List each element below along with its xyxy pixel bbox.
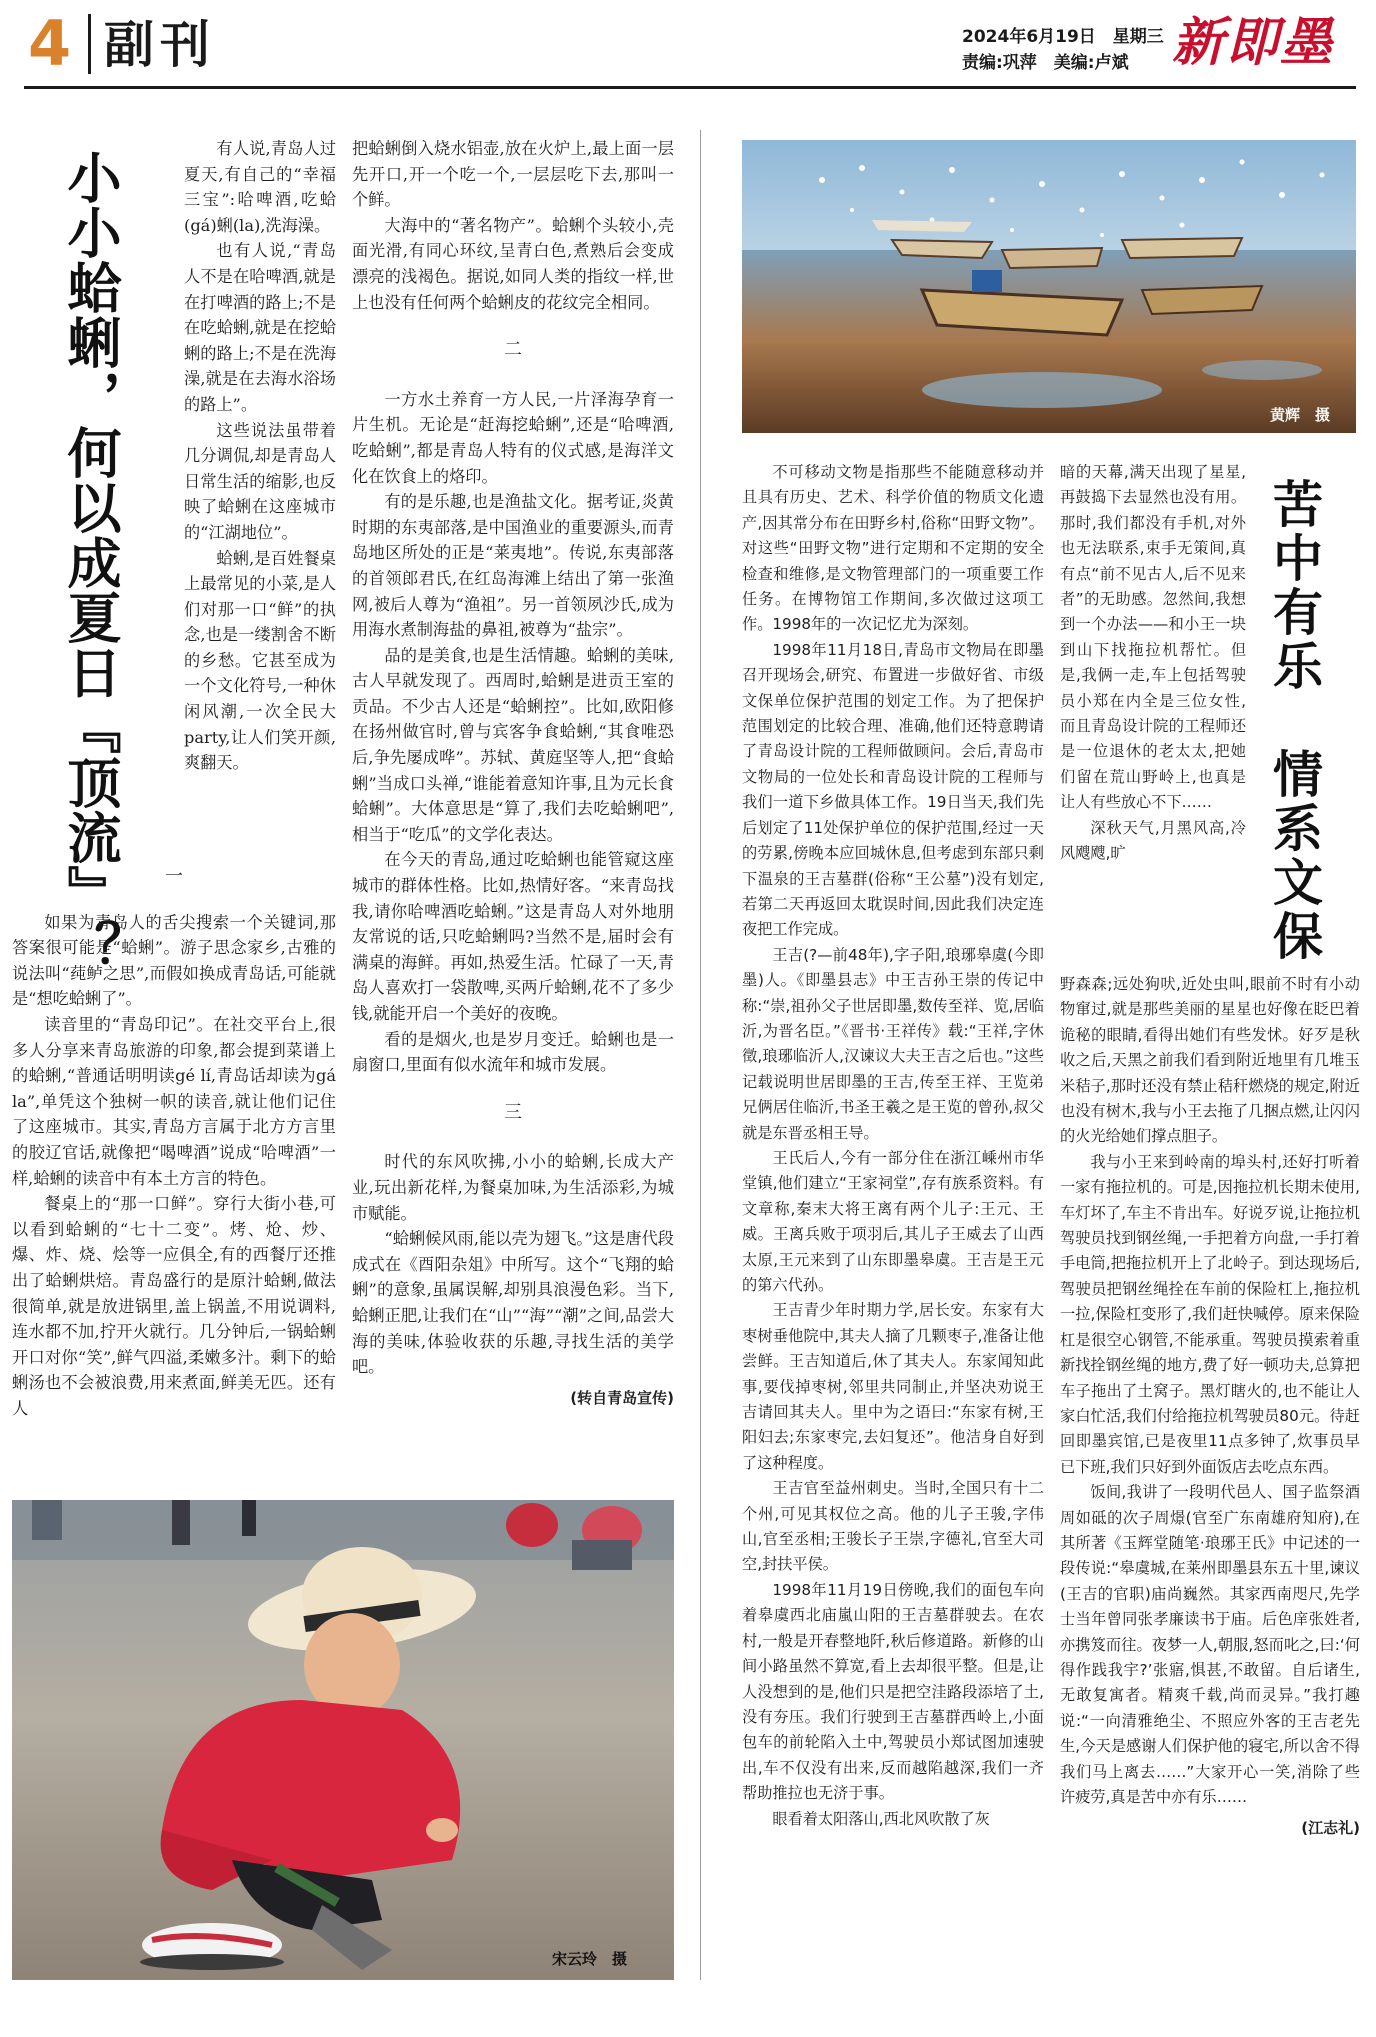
paragraph: 我与小王来到岭南的埠头村,还好打听着一家有拖拉机的。可是,因拖拉机长期未使用,车灯坏了,车主不肯出车。好说歹说,让拖拉机驾驶员找到钢丝绳,一手把着方向盘,一手打着手电筒,把拖拉机开上了北岭子。到达现场后,驾驶员把钢丝绳拴在车前的保险杠上,拖拉机一拉,保险杠变形了,我们赶快喊停。原来保险杠是很空心钢管,不能承重。驾驶员摸索着重新找拴钢丝绳的地方,费了好一顿功夫,总算把车子拖出了土窝子。黑灯瞎火的,也不能让人家白忙活,我们付给拖拉机驾驶员80元。待赶回即墨宾馆,已是夜里11点多钟了,炊事员早已下班,我们只好到外面饭店去吃点东西。 — [1060, 1152, 1360, 1476]
paragraph: 有的是乐趣,也是渔盐文化。据考证,炎黄时期的东夷部落,是中国渔业的重要源头,而青岛地区所处的正是“莱夷地”。传说,东夷部落的首领郎君氏,在红岛海滩上结出了第一张渔网,被后人尊为“渔祖”。另一首领夙沙氏,成为用海水煮制海盐的鼻祖,被尊为“盐宗”。 — [352, 492, 674, 640]
paragraph: 王吉(?—前48年),字子阳,琅琊皋虞(今即墨)人。《即墨县志》中王吉孙王崇的传记中称:“崇,祖孙父子世居即墨,数传至祥、览,居临沂,为晋名臣。”《晋书·王祥传》载:“王祥,字休徵,琅琊临沂人,汉谏议大夫王吉之后也。”这些记载说明世居即墨的王吉,传至王祥、王览弟兄俩居住临沂,书圣王羲之是王览的曾孙,叔父就是东晋丞相王导。 — [742, 945, 1044, 1142]
paragraph: 读音里的“青岛印记”。在社交平台上,很多人分享来青岛旅游的印象,都会提到菜谱上的蛤蜊,“普通话明明读gé lí,青岛话却读为gá la”,单凭这个独树一帜的读音,就让他们记住了这座城市。其实,青岛方言属于北方方言里的胶辽官话,就像把“喝啤酒”说成“哈啤酒”一样,蛤蜊的读音中有本土方言的特色。 — [12, 1014, 336, 1188]
paragraph: 如果为青岛人的舌尖搜索一个关键词,那答案很可能是“蛤蜊”。游子思念家乡,古雅的说法叫“莼鲈之思”,而假如换成青岛话,可能就是“想吃蛤蜊了”。 — [12, 912, 336, 1009]
paragraph: 把蛤蜊倒入烧水铝壶,放在火炉上,最上面一层先开口,开一个吃一个,一层层吃下去,那叫一个鲜。 — [352, 139, 674, 210]
article2-author: (江志礼) — [1301, 1819, 1360, 1838]
section-number: 一 — [165, 866, 183, 887]
photo-credit-beach: 黄辉 摄 — [1270, 406, 1331, 424]
paragraph: 野森森;远处狗吠,近处虫叫,眼前不时有小动物窜过,就是那些美丽的星星也好像在眨巴着诡秘的眼睛,看得出她们有些发怵。好歹是秋收之后,天黑之前我们看到附近地里有几堆玉米秸子,那时还没有禁止秸秆燃烧的规定,附近也没有树木,我与小王去拖了几捆点燃,让闪闪的火光给她们撑点胆子。 — [1060, 975, 1360, 1146]
article1-intro-column — [184, 136, 336, 856]
paragraph: 王吉青少年时期力学,居长安。东家有大枣树垂他院中,其夫人摘了几颗枣子,准备让他尝鲜。王吉知道后,休了其夫人。东家闻知此事,要伐掉枣树,邻里共同制止,并坚决劝说王吉请回其夫人。里中为之语曰:“东家有树,王阳妇去;东家枣完,去妇复还”。他洁身自好到了这种程度。 — [742, 1301, 1044, 1472]
paragraph: “蛤蜊候风雨,能以壳为翅飞。”这是唐代段成式在《酉阳杂俎》中所写。这个“飞翔的蛤蜊”的意象,虽属误解,却别具浪漫色彩。当下,蛤蜊正肥,让我们在“山”“海”“潮”之间,品尝大海的美味,体验收获的乐趣,寻找生活的美学吧。 — [352, 1229, 674, 1377]
child-photo-illustration — [12, 1500, 674, 1980]
paragraph: 时代的东风吹拂,小小的蛤蜊,长成大产业,玩出新花样,为餐桌加味,为生活添彩,为城市赋能。 — [352, 1152, 674, 1223]
page-header — [0, 0, 1376, 90]
paragraph: 不可移动文物是指那些不能随意移动并且具有历史、艺术、科学价值的物质文化遗产,因其常分布在田野乡村,俗称“田野文物”。对这些“田野文物”进行定期和不定期的安全检查和维修,是文物管理部门的一项重要工作任务。在博物馆工作期间,多次做过这项工作。1998年的一次记忆尤为深刻。 — [742, 463, 1044, 634]
beach-photo-illustration — [742, 140, 1356, 433]
paragraph: 大海中的“著名物产”。蛤蜊个头较小,壳面光滑,有同心环纹,呈青白色,煮熟后会变成漂亮的浅褐色。据说,如同人类的指纹一样,世上也没有任何两个蛤蜊皮的花纹完全相同。 — [352, 215, 674, 312]
paragraph: 有人说,青岛人过夏天,有自己的“幸福三宝”:哈啤酒,吃蛤(gá)蜊(la),洗海澡。 — [184, 139, 336, 235]
paragraph: 饭间,我讲了一段明代邑人、国子监祭酒周如砥的次子周燝(官至广东南雄府知府),在其所著《玉辉堂随笔·琅琊王氏》中记述的一段传说:“皋虞城,在莱州即墨县东五十里,谏议(王吉的官职)庙尚巍然。其家西南咫尺,先学士当年曾同张孝廉读书于庙。后色庠张姓者,亦携笈而往。夜梦一人,朝服,怒而叱之,曰:‘何得作践我宇?’张寤,惧甚,不敢留。自后诸生,无敢复寓者。精爽千载,尚而灵异。”我打趣说:“一向清雅绝尘、不照应外客的王吉老先生,今天是感谢人们保护他的寝宅,所以舍不得我们马上离去……”大家开心一笑,消除了些许疲劳,真是苦中亦有乐…… — [1060, 1483, 1360, 1806]
header-divider — [88, 14, 91, 74]
paragraph: 暗的天幕,满天出现了星星,再鼓捣下去显然也没有用。那时,我们都没有手机,对外也无法联系,束手无策间,真有点“前不见古人,后不见来者”的无助感。忽然间,我想到一个办法——和小王一块到山下找拖拉机帮忙。但是,我俩一走,车上包括驾驶员小郑在内全是三位女性,而且青岛设计院的工程师还是一位退休的老太太,把她们留在荒山野岭上,也真是让人有些放心不下…… — [1060, 463, 1246, 812]
paragraph: 在今天的青岛,通过吃蛤蜊也能管窥这座城市的群体性格。比如,热情好客。“来青岛找我,请你哈啤酒吃蛤蜊。”这是青岛人对外地朋友常说的话,只吃蛤蜊吗?当然不是,届时会有满桌的海鲜。再如,热爱生活。忙碌了一天,青岛人喜欢打一袋散啤,买两斤蛤蜊,花不了多少钱,就能开启一个美好的夜晚。 — [352, 850, 674, 1023]
paragraph: 1998年11月19日傍晚,我们的面包车向着皋虞西北庙嵐山阳的王吉墓群驶去。在农村,一般是开春整地阡,秋后修道路。新修的山间小路虽然不算宽,看上去却很平整。但是,让人没想到的是,他们只是把空洼路段添培了土,没有夯压。我们行驶到王吉墓群西岭上,小面包车的前轮陷入土中,驾驶员小郑试图加速驶出,车不仅没有出来,反而越陷越深,我们一齐帮助推拉也无济于事。 — [742, 1580, 1044, 1803]
section-name: 副刊 — [104, 16, 216, 74]
article1-title: 小小蛤蜊，何以成夏日『顶流』？ — [59, 150, 122, 975]
page-number: 4 — [28, 7, 72, 80]
article2-title: 苦中有乐 情系文保 — [1265, 478, 1323, 964]
paragraph: 品的是美食,也是生活情趣。蛤蜊的美味,古人早就发现了。西周时,蛤蜊是进贡王室的贡品。不少古人还是“蛤蜊控”。比如,欧阳修在扬州做官时,曾与宾客争食蛤蜊,“其食唯恐后,争先屡成哗”。苏轼、黄庭坚等人,把“食蛤蜊”当成口头禅,“谁能着意知许事,且为元长食蛤蜊”。大体意思是“算了,我们去吃蛤蜊吧”,相当于“吃瓜”的文学化表达。 — [352, 645, 674, 844]
paragraph: 蛤蜊,是百姓餐桌上最常见的小菜,是人们对那一口“鲜”的执念,也是一缕割舍不断的乡愁。它甚至成为一个文化符号,一种休闲风潮,一次全民大party,让人们笑开颜,爽翻天。 — [184, 548, 336, 773]
article2-column-left — [742, 460, 1044, 1980]
paragraph: 王吉官至益州刺史。当时,全国只有十二个州,可见其权位之高。他的儿子王骏,字伟山,官至丞相;王骏长子王崇,字德礼,官至大司空,封扶平侯。 — [742, 1479, 1044, 1574]
section-number: 二 — [504, 339, 522, 361]
article1-column-2 — [352, 136, 674, 1476]
paragraph: 也有人说,“青岛人不是在哈啤酒,就是在打啤酒的路上;不是在吃蛤蜊,就是在挖蛤蜊的路上;不是在洗海澡,就是在去海水浴场的路上”。 — [184, 241, 336, 414]
column-divider — [700, 130, 701, 1980]
paragraph: 餐桌上的“那一口鲜”。穿行大街小巷,可以看到蛤蜊的“七十二变”。烤、炝、炒、爆、炸、烧、烩等一应俱全,有的西餐厅还推出了蛤蜊烘焙。青岛盛行的是原汁蛤蜊,做法很简单,就是放进锅里,盖上锅盖,不用说调料,连水都不加,拧开火就行。几分钟后,一锅蛤蜊开口对你“笑”,鲜气四溢,柔嫩多汁。剩下的蛤蜊汤也不会被浪费,用来煮面,鲜美无匹。还有人 — [12, 1194, 336, 1418]
section-number: 三 — [504, 1101, 522, 1123]
newspaper-logo: 新即墨 — [1172, 12, 1335, 73]
paragraph: 一方水土养育一方人民,一片泽海孕育一片生机。无论是“赶海挖蛤蜊”,还是“哈啤酒,吃蛤蜊”,都是青岛人特有的仪式感,是海洋文化在饮食上的烙印。 — [352, 389, 674, 486]
article1-source: (转自青岛宣传) — [570, 1388, 674, 1407]
paragraph: 看的是烟火,也是岁月变迁。蛤蜊也是一扇窗口,里面有似水流年和城市发展。 — [352, 1029, 674, 1075]
article2-column-right-top — [1060, 460, 1246, 972]
photo-fishing-boats-beach — [742, 140, 1356, 433]
photo-credit-kid: 宋云玲 摄 — [552, 1950, 628, 1968]
issue-date: 2024年6月19日 星期三 — [962, 27, 1164, 47]
header-rule — [24, 86, 1356, 89]
paragraph: 王氏后人,今有一部分住在浙江嵊州市华堂镇,他们建立“王家祠堂”,存有族系资料。有文章称,秦末大将王离有两个儿子:王元、王威。王离兵败于项羽后,其儿子王威去了山西太原,王元来到了山东即墨皋虞。王吉是王元的第六代孙。 — [742, 1148, 1044, 1294]
article1-column-1 — [12, 856, 336, 1476]
editor-credits: 责编:巩萍 美编:卢斌 — [962, 53, 1129, 73]
paragraph: 眼看着太阳落山,西北风吹散了灰 — [772, 1809, 990, 1828]
paragraph: 这些说法虽带着几分调侃,却是青岛人日常生活的缩影,也反映了蛤蜊在这座城市的“江湖地位”。 — [184, 420, 336, 542]
paragraph: 深秋天气,月黑风高,冷风飕飕,旷 — [1060, 818, 1246, 863]
article2-column-right — [1060, 972, 1360, 1980]
paragraph: 1998年11月18日,青岛市文物局在即墨召开现场会,研究、布置进一步做好省、市级文保单位保护范围的划定工作。为了把保护范围划定的比较合理、准确,他们还特意聘请了青岛设计院的工程师做顾问。会后,青岛市文物局的一位处长和青岛设计院的工程师与我们一道下乡做具体工作。19日当天,我们先后划定了11处保护单位的保护范围,经过一天的劳累,傍晚本应回城休息,但考虑到东部只剩下温泉的王吉墓群(俗称“王公墓”)没有划定,若第二天再返回太耽误时间,因此我们决定连夜把工作完成。 — [742, 640, 1044, 939]
photo-child-digging-clams — [12, 1500, 674, 1980]
